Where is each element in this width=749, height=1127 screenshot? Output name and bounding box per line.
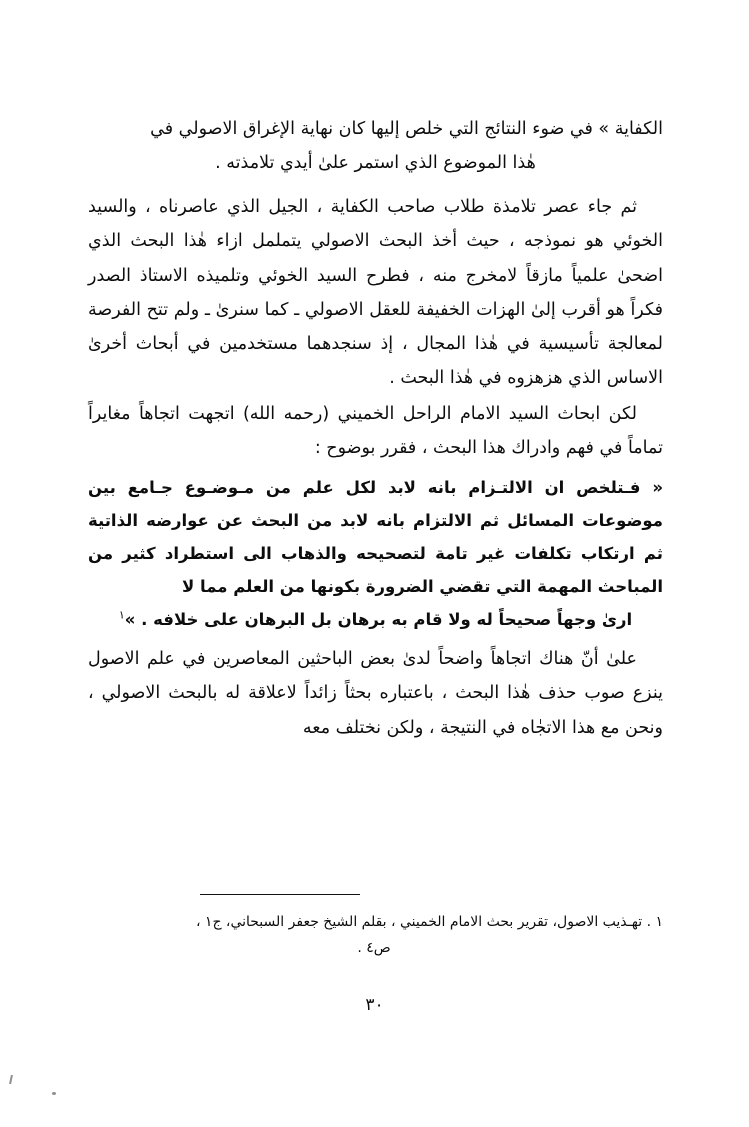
page-text-body (88, 112, 663, 747)
footnote-marker: ١ . (646, 914, 663, 930)
page-number: ٣٠ (365, 995, 384, 1015)
footnote-reference-marker: ١ (118, 608, 125, 622)
fragment-line-1: الكفاية » في ضوء النتائج التي خلص إليها كان نهاية الإغراق الاصولي في (150, 119, 663, 139)
footnote-continuation: ص٤ . (357, 939, 391, 956)
scan-artifact-speck (9, 1075, 13, 1084)
fragment-line-2: هٰذا الموضوع الذي استمر علىٰ أيدي تلامذته . (215, 153, 536, 174)
footnote-separator-rule (200, 894, 360, 895)
footnote-text: تهـذيب الاصول، تقرير بحث الامام الخميني ، بقلم الشيخ جعفر السبحاني، ج١ ، (195, 914, 643, 930)
paragraph-1: ثم جاء عصر تلامذة طلاب صاحب الكفاية ، الجيل الذي عاصرناه ، والسيد الخوئي هو نموذجه ، حيث أخذ البحث الاصولي يتململ ازاء هٰذا البحث الذي اضحىٰ علمياً مازقاً لامخرج منه ، فطرح السيد الخوئي وتلميذه الاستاذ الصدر فكراً هو أقرب إلىٰ الهزات الخفيفة للعقل الاصولي ـ كما سنرىٰ ـ ولم تتح الفرصة لمعالجة تأسيسية في هٰذا المجال ، إذ سنجدهما مستخدمين في أبحاث أخرىٰ الاساس الذي هزهزوه في هٰذا البحث . (88, 197, 663, 388)
quote-last-line-text: ارىٰ وجهاً صحيحاً له ولا قام به برهان بل البرهان على خلافه . » (124, 610, 633, 630)
quote-line-1: « فـتلخص ان الالتـزام بانه لابد لكل علم من مـوضـوع جـامع بين (88, 478, 663, 498)
quote-line-2: موضوعات المسائل ثم الالتزام بانه لابد من البحث عن عوارضه (146, 511, 663, 531)
scan-artifact-speck (52, 1092, 56, 1095)
footnote-1 (85, 910, 663, 962)
quote-line-3: الذاتية ثم ارتكاب تكلفات غير تامة لتصحيحه والذهاب الى استطراد (88, 511, 663, 564)
paragraph-3: علىٰ أنّ هناك اتجاهاً واضحاً لدىٰ بعض الباحثين المعاصرين في علم الاصول ينزع صوب حذف هٰذا البحث ، باعتباره بحثاً زائداً لاعلاقة له بالبحث الاصولي ، ونحن مع هذا الاتجٰاه في النتيجة ، ولكن نختلف معه (88, 649, 663, 738)
quote-last-line (88, 603, 663, 636)
paragraph-2: لكن ابحاث السيد الامام الراحل الخميني (رحمه الله) اتجهت اتجاهاً مغايراً تماماً في فهم وادراك هذا البحث ، فقرر بوضوح : (88, 404, 663, 459)
block-quote (88, 471, 663, 636)
paragraph-opening-fragment (88, 112, 663, 180)
quote-line-4: كثير من المباحث المهمة التي تقضي الضرورة بكونها من العلم مما لا (88, 544, 663, 597)
